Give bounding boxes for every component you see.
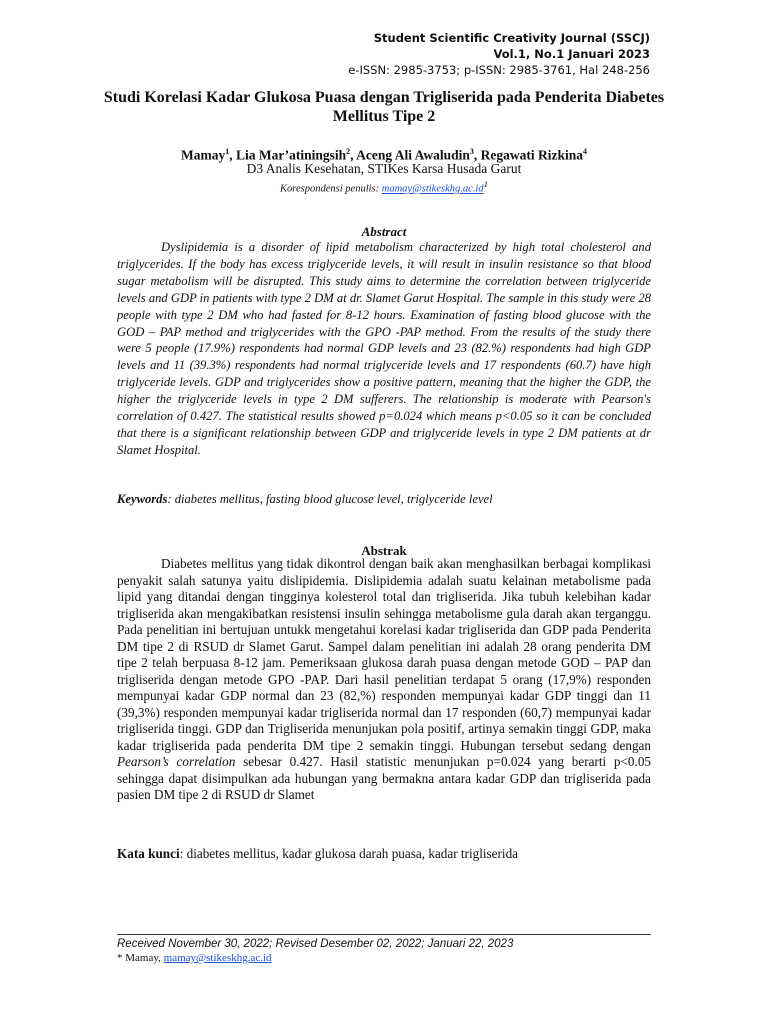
journal-name: Student Scientific Creativity Journal (SSCJ) — [373, 31, 650, 45]
abstrak-text-italic: Pearson’s correlation — [117, 754, 236, 769]
journal-volume: Vol.1, No.1 Januari 2023 — [493, 47, 650, 61]
paper-title: Studi Korelasi Kadar Glukosa Puasa dengan Trigliserida pada Penderita Diabetes Mellitus Tipe 2 — [103, 89, 665, 125]
abstract-text: Dyslipidemia is a disorder of lipid metabolism characterized by high total cholesterol and triglycerides. If the body has excess triglyceride levels, it will result in insulin resistance so that blood sugar metabolism will be disrupted. This study aims to determine the correlation between triglyceride levels and GDP in patients with type 2 DM at dr. Slamet Garut Hospital. The sample in this study were 28 people with type 2 DM who had fasted for 8-12 hours. Examination of fasting blood glucose with the GOD – PAP method and triglycerides with the GPO -PAP method. From the results of the study there were 5 people (17.9%) respondents had normal GDP levels and 23 (82.%) respondents had high GDP levels and 11 (39.3%) respondents had normal triglyceride levels and 17 respondents (60.7) have high triglyceride levels. GDP and triglycerides show a positive pattern, meaning that the higher the GDP, the higher the triglyceride levels in type 2 DM sufferers. The relationship is moderate with Pearson's correlation of 0.427. The statistical results showed p=0.024 which means p<0.05 so it can be concluded that there is a significant relationship between GDP and triglyceride levels in type 2 DM patients at dr Slamet Hospital. — [117, 240, 651, 457]
author-sup: 1 — [225, 147, 230, 156]
abstrak-text-part1: Diabetes mellitus yang tidak dikontrol dengan baik akan menghasilkan berbagai komplikasi penyakit salah satunya yaitu dislipidemia. Dislipidemia adalah suatu kelainan metabolisme pada lipid yang ditandai dengan tingginya kolesterol total dan trigliserida. Jika tubuh kelebihan kadar trigliserida akan mengakibatkan resistensi insulin sehingga metabolisme gula darah akan terganggu. Pada penelitian ini bertujuan untukk mengetahui korelasi kadar trigliserida dan GDP pada Penderita DM tipe 2 di RSUD dr Slamet Garut. Sampel dalam penelitian ini adalah 28 orang penderita DM tipe 2 telah berpuasa 8-12 jam. Pemeriksaan glukosa darah puasa dengan metode GOD – PAP dan trigliserida dengan metode GPO -PAP. Dari hasil penelitian terdapat 5 orang (17,9%) responden mempunyai kadar GDP normal dan 23 (82,%) responden mempunyai kadar GDP tinggi dan 11 (39,3%) responden mempunyai kadar trigliserida normal dan 17 responden (60,7) mempunyai kadar trigliserida tinggi. GDP dan Trigliserida menunjukan pola positif, artinya semakin tinggi GDP, maka kadar trigliserida pada penderita DM tipe 2 semakin tinggi. Hubungan tersebut sedang dengan — [117, 556, 651, 753]
footnote-email-link[interactable]: mamay@stikeskhg.ac.id — [163, 952, 272, 964]
footer-divider — [117, 934, 651, 935]
author-sup: 2 — [346, 147, 351, 156]
footnote-prefix: * Mamay, — [117, 952, 164, 964]
received-dates: Received November 30, 2022; Revised Desember 02, 2022; Januari 22, 2023 — [117, 938, 514, 950]
author-name: Regawati Rizkina — [480, 147, 584, 163]
author-name: Lia Mar’atiningsih — [235, 147, 347, 163]
journal-header — [348, 30, 650, 78]
keywords-text: : diabetes mellitus, fasting blood glucose level, triglyceride level — [167, 492, 493, 506]
correspondence — [80, 177, 688, 197]
abstrak-text-part2: sebesar 0.427. Hasil statistic menunjukan p=0.024 yang berarti p<0.05 sehingga dapat disimpulkan ada hubungan yang bermakna antara kadar GDP dan trigliserida pada pasien DM tipe 2 di RSUD dr Slamet — [117, 754, 652, 802]
kata-kunci — [117, 846, 651, 862]
kata-kunci-text: : diabetes mellitus, kadar glukosa darah puasa, kadar trigliserida — [179, 846, 519, 861]
journal-issn: e-ISSN: 2985-3753; p-ISSN: 2985-3761, Hal 248-256 — [348, 63, 650, 77]
kata-kunci-label: Kata kunci — [117, 846, 180, 861]
affiliation: D3 Analis Kesehatan, STIKes Karsa Husada Garut — [246, 161, 522, 176]
correspondence-label: Korespondensi penulis: — [280, 183, 380, 195]
correspondence-email-link[interactable]: mamay@stikeskhg.ac.id — [381, 183, 484, 195]
abstrak-text — [117, 556, 651, 804]
abstract-heading: Abstract — [361, 224, 407, 239]
keywords-label: Keywords — [117, 492, 168, 506]
author-name: Mamay — [180, 147, 226, 163]
keywords — [117, 491, 651, 507]
abstrak-heading: Abstrak — [361, 543, 407, 558]
correspondence-sup: 1 — [483, 179, 488, 189]
author-sup: 3 — [469, 147, 474, 156]
author-list: Mamay$^1$, Lia Mar’atiningsih$^2$, Aceng Ali Awaludin$^3$, Regawati Rizkina$^4$ — [180, 147, 588, 163]
author-footnote — [117, 951, 272, 965]
author-name: Aceng Ali Awaludin — [356, 147, 470, 163]
author-sup: 4 — [583, 147, 588, 156]
